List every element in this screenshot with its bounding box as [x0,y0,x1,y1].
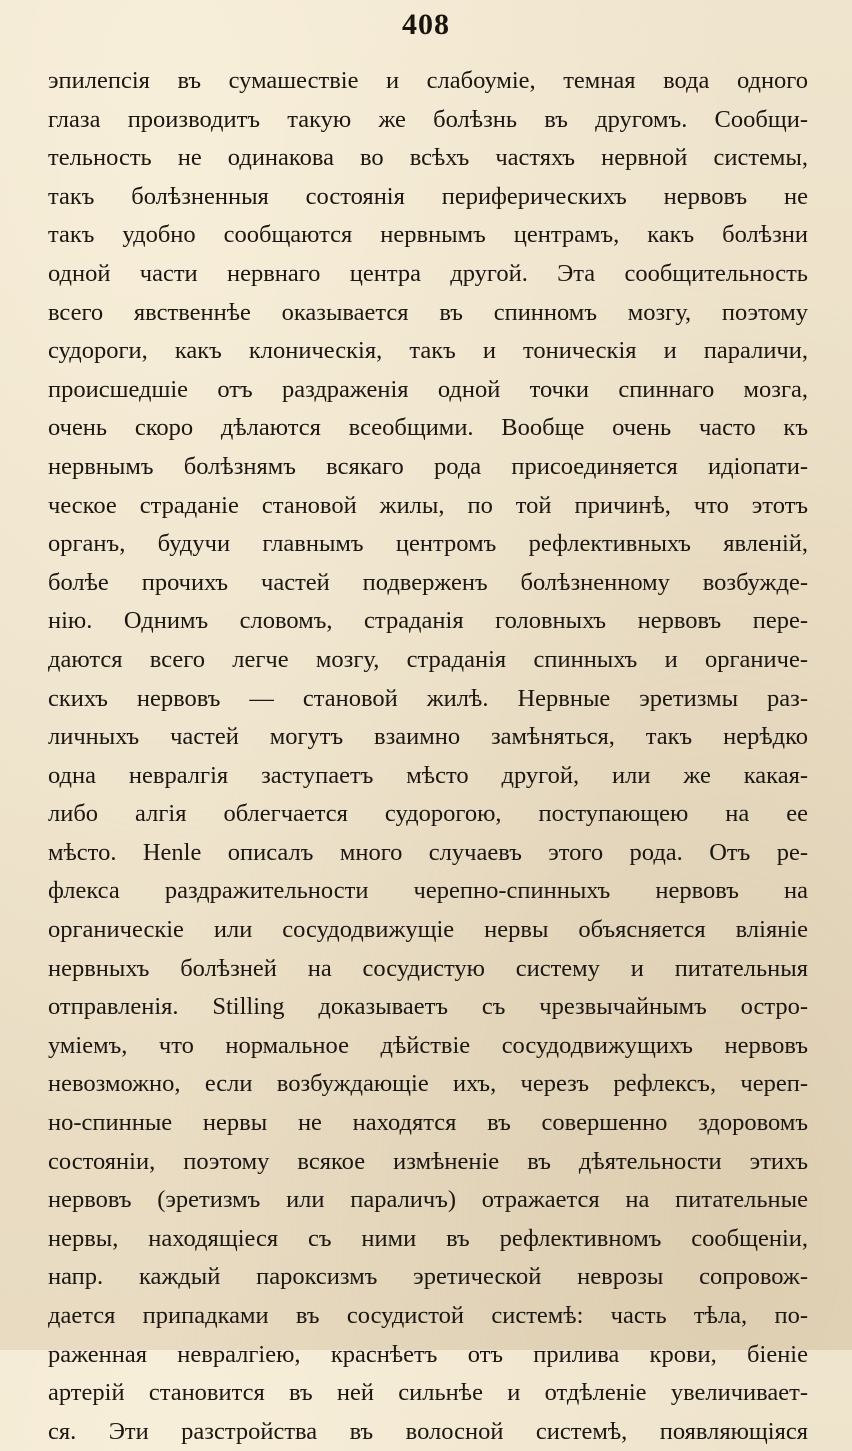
text-line: мѣсто. Henle описалъ много случаевъ этого рода. Отъ ре- [48,838,808,866]
text-line: такъ удобно сообщаются нервнымъ центрамъ, какъ болѣзни [48,221,808,249]
text-line: ческое страданіе становой жилы, по той причинѣ, что этотъ [48,491,808,519]
text-line: состояніи, поэтому всякое измѣненіе въ дѣятельности этихъ [48,1147,808,1175]
text-body [48,62,808,1451]
text-line: невозможно, если возбуждающіе ихъ, черезъ рефлексъ, череп- [48,1070,808,1098]
text-line: одна невралгія заступаетъ мѣсто другой, или же какая- [48,761,808,789]
text-line: флекса раздражительности черепно-спинныхъ нервовъ на [48,877,808,905]
text-line: очень скоро дѣлаются всеобщими. Вообще очень часто къ [48,414,808,442]
page-number: 408 [402,8,450,41]
text-line: нервы, находящіеся съ ними въ рефлективномъ сообщеніи, [48,1224,808,1252]
text-line: раженная невралгіею, краснѣетъ отъ прилива крови, біеніе [48,1340,808,1368]
text-line: глаза производитъ такую же болѣзнь въ другомъ. Сообщи- [48,105,808,133]
text-line: происшедшіе отъ раздраженія одной точки спиннаго мозга, [48,375,808,403]
text-line: артерій становится въ ней сильнѣе и отдѣленіе увеличивает- [48,1379,808,1407]
text-line: скихъ нервовъ — становой жилѣ. Нервные эретизмы раз- [48,684,808,712]
text-line: но-спинные нервы не находятся въ совершенно здоровомъ [48,1109,808,1137]
text-line: органическіе или сосудодвижущіе нервы объясняется вліяніе [48,916,808,944]
text-line: либо алгія облегчается судорогою, поступающею на ее [48,800,808,828]
text-line: болѣе прочихъ частей подверженъ болѣзненному возбужде- [48,568,808,596]
text-line: отправленія. Stilling доказываетъ съ чрезвычайнымъ остро- [48,993,808,1021]
text-line: нервнымъ болѣзнямъ всякаго рода присоединяется идіопати- [48,452,808,480]
text-line: даются всего легче мозгу, страданія спинныхъ и органиче- [48,645,808,673]
text-line: уміемъ, что нормальное дѣйствіе сосудодвижущихъ нервовъ [48,1031,808,1059]
text-line: дается припадками въ сосудистой системѣ: часть тѣла, по- [48,1302,808,1329]
text-line: судороги, какъ клоническія, такъ и тоническія и параличи, [48,337,808,365]
text-line: ся. Эти разстройства въ волосной системѣ, появляющіяся [48,1417,808,1445]
text-line: такъ болѣзненныя состоянія периферическихъ нервовъ не [48,182,808,210]
text-line: напр. каждый пароксизмъ эретической неврозы сопровож- [48,1263,808,1291]
text-line: тельность не одинакова во всѣхъ частяхъ нервной системы, [48,144,808,172]
text-line: всего явственнѣе оказывается въ спинномъ мозгу, поэтому [48,298,808,326]
text-line: эпилепсія въ сумашествіе и слабоуміе, темная вода одного [48,67,808,94]
text-line: одной части нервнаго центра другой. Эта сообщительность [48,259,808,287]
text-line: нервныхъ болѣзней на сосудистую систему и питательныя [48,954,808,982]
text-line: личныхъ частей могутъ взаимно замѣняться, такъ нерѣдко [48,723,808,751]
text-line: нервовъ (эретизмъ или параличъ) отражается на питательные [48,1186,808,1214]
text-line: органъ, будучи главнымъ центромъ рефлективныхъ явленій, [48,530,808,558]
text-line: нію. Однимъ словомъ, страданія головныхъ нервовъ пере- [48,607,808,635]
